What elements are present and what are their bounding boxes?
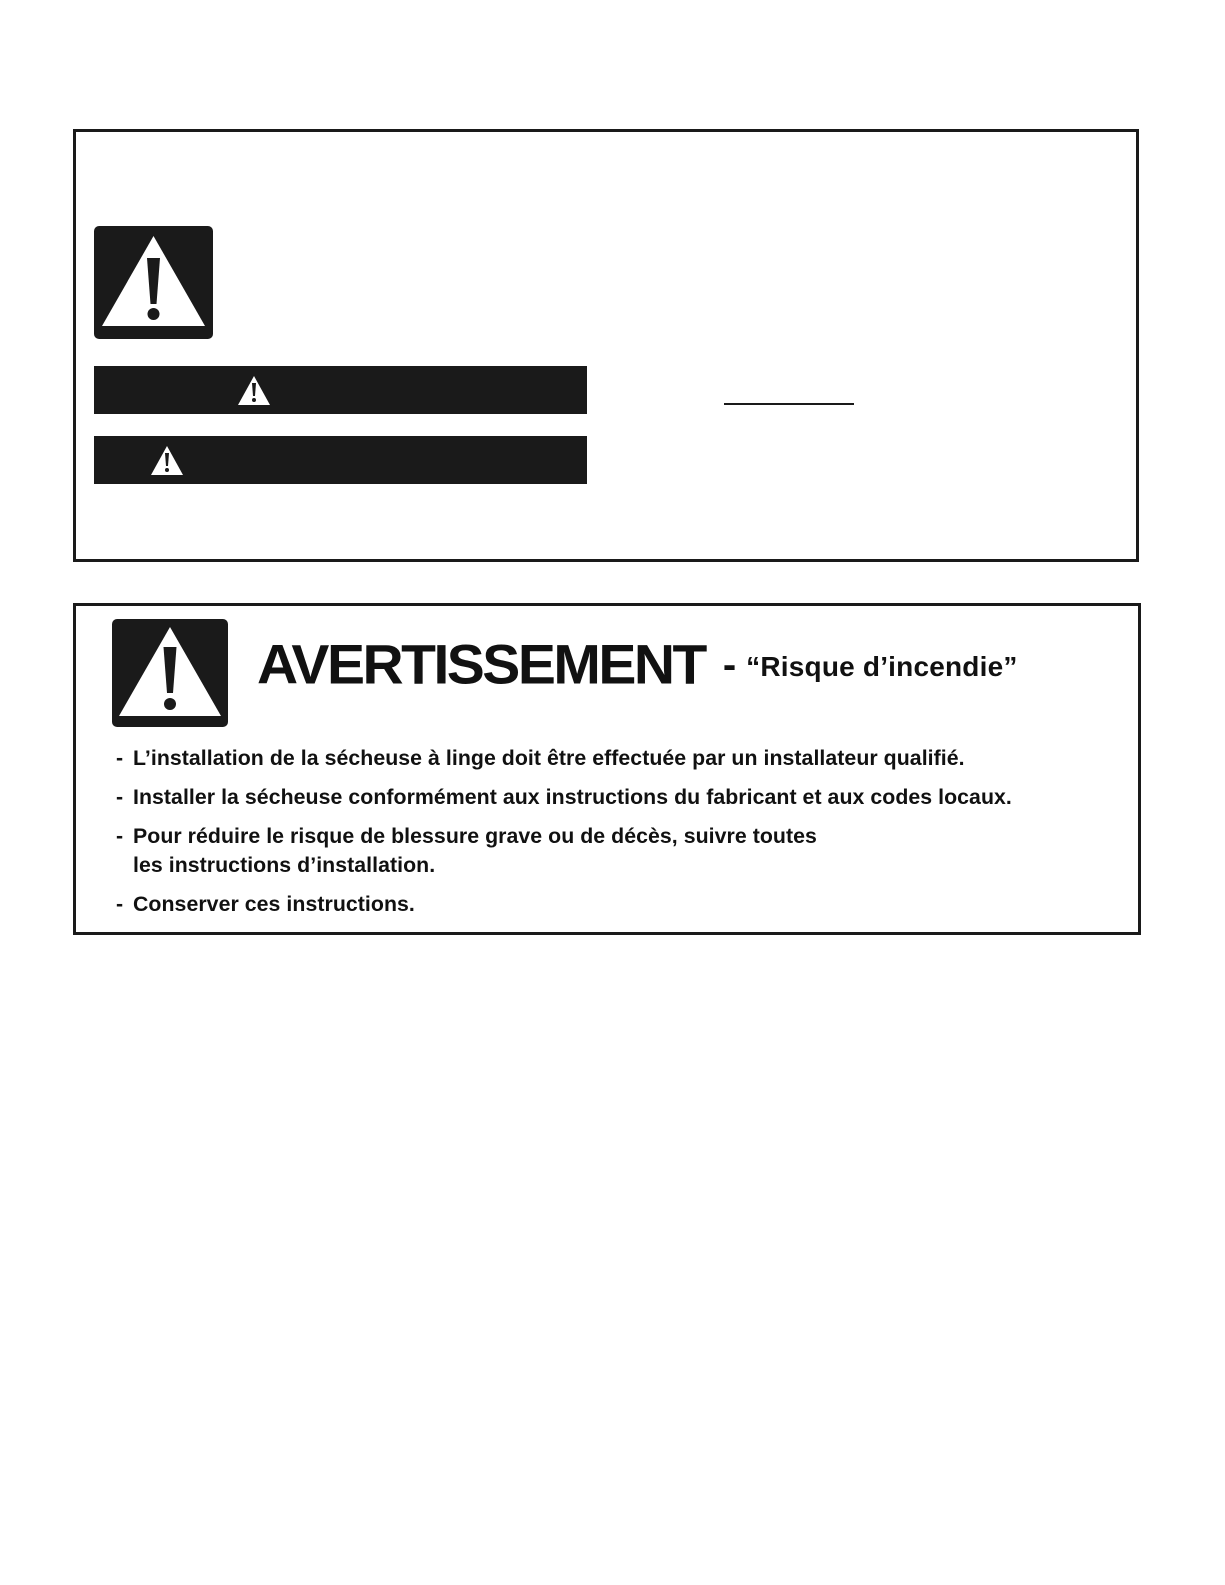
warning-triangle-icon — [94, 226, 213, 339]
list-dash: - — [116, 824, 124, 848]
list-dash: - — [116, 785, 124, 809]
list-dash: - — [116, 746, 124, 770]
underline-rule — [724, 403, 854, 405]
danger-label-bar — [94, 366, 587, 414]
warning-subtitle: “Risque d’incendie” — [746, 651, 1018, 682]
list-item-text: Conserver ces instructions. — [133, 892, 415, 916]
safety-info-box — [73, 129, 1139, 562]
title-separator: - — [722, 643, 737, 687]
list-item-text-continued: les instructions d’installation. — [133, 853, 436, 877]
list-item-text: Installer la sécheuse conformément aux instructions du fabricant et aux codes locaux. — [133, 785, 1012, 809]
warning-triangle-icon — [112, 619, 228, 727]
warning-label-bar — [94, 436, 587, 484]
list-item — [116, 822, 1012, 880]
warning-list — [116, 744, 1012, 929]
warning-title: AVERTISSEMENT — [257, 633, 705, 697]
list-item — [116, 744, 1012, 773]
warning-triangle-icon — [237, 375, 271, 406]
list-item — [116, 783, 1012, 812]
warning-triangle-icon — [150, 445, 184, 476]
list-item-text: L’installation de la sécheuse à linge doit être effectuée par un installateur qualifié. — [133, 746, 965, 770]
list-item-text: Pour réduire le risque de blessure grave ou de décès, suivre toutes — [133, 824, 817, 848]
list-dash: - — [116, 892, 124, 916]
warning-headline — [257, 633, 1018, 697]
list-item — [116, 890, 1012, 919]
